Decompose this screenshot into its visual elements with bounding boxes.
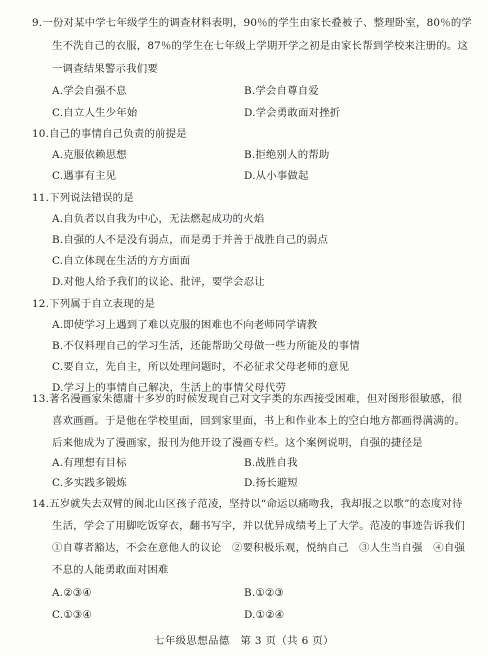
question-12-option-a: A.即使学习上遇到了难以克服的困难也不向老师同学请教 (52, 319, 318, 331)
question-9-option-a: A.学会自强不息 (52, 85, 127, 97)
question-11-option-a: A.自负者以自我为中心，无法燃起成功的火焰 (52, 213, 265, 225)
question-14-option-b: B.①②③ (244, 587, 284, 599)
question-13-option-c: C.多实践多锻炼 (52, 477, 127, 489)
page-footer: 七年级思想品德 第 3 页（共 6 页） (154, 635, 334, 647)
question-11-option-b: B.自强的人不是没有弱点，而是勇于并善于战胜自己的弱点 (52, 234, 329, 246)
question-9-stem-line-2: 生不洗自己的衣服，87％的学生在七年级上学期开学之初是由家长帮到学校来注册的。这 (52, 40, 469, 52)
question-9-stem-line-3: 一调查结果警示我们要 (52, 63, 158, 75)
question-12-option-b: B.不仅料理自己的学习生活，还能帮助父母做一些力所能及的事情 (52, 340, 360, 352)
question-10-stem: 10.自己的事情自己负责的前提是 (32, 128, 187, 140)
question-10-option-d: D.从小事做起 (244, 170, 309, 182)
question-14-stem-line-2: 生活，学会了用脚吃饭穿衣，翻书写字，并以优异成绩考上了大学。范凌的事迹告诉我们 (52, 520, 466, 532)
question-9-option-d: D.学会勇敢面对挫折 (244, 107, 341, 119)
question-13-stem-line-1: 13.著名漫画家朱德庸十多岁的时候发现自己对文字类的东西接受困难，但对图形很敏感，很 (32, 393, 463, 405)
question-14-option-c: C.①③④ (52, 609, 92, 621)
question-12-option-c: C.要自立，先自主，所以处理问题时，不必征求父母老师的意见 (52, 361, 350, 373)
question-14-option-a: A.②③④ (52, 587, 92, 599)
question-13-option-b: B.战胜自我 (244, 457, 298, 469)
question-13-option-a: A.有理想有目标 (52, 457, 127, 469)
question-14-stem-line-4: 不息的人能勇敢面对困难 (52, 564, 169, 576)
question-13-stem-line-3: 后来他成为了漫画家，报刊为他开设了漫画专栏。这个案例说明，自强的捷径是 (52, 437, 423, 449)
question-14-stem-line-1: 14.五岁就失去双臂的阆北山区孩子范凌，坚持以“命运以痛吻我，我却报之以歌”的态度对待 (32, 498, 463, 510)
question-14-stem-line-3: ①自尊者豁达，不会在意他人的议论 ②要积极乐观，悦纳自己 ③人生当自强 ④自强 (52, 542, 466, 554)
question-10-option-c: C.遇事有主见 (52, 170, 117, 182)
question-9-option-b: B.学会自尊自爱 (244, 85, 319, 97)
question-14-option-d: D.①②④ (244, 609, 285, 621)
question-10-option-b: B.拒绝别人的帮助 (244, 149, 330, 161)
question-12-stem: 12.下列属于自立表现的是 (32, 298, 156, 310)
question-11-option-c: C.自立体现在生活的方方面面 (52, 255, 191, 267)
question-13-stem-line-2: 喜欢画画。于是他在学校里面，回到家里面，书上和作业本上的空白地方都画得满满的。 (52, 415, 466, 427)
question-9-option-c: C.自立人生少年始 (52, 107, 138, 119)
question-11-option-d: D.对他人给予我们的议论、批评，要学会忍让 (52, 276, 265, 288)
question-13-option-d: D.扬长避短 (244, 477, 299, 489)
question-11-stem: 11.下列说法错误的是 (32, 192, 134, 204)
question-10-option-a: A.克服依赖思想 (52, 149, 127, 161)
question-12-option-d: D.学习上的事情自己解决，生活上的事情父母代劳 (52, 382, 287, 394)
question-9-stem-line-1: 9.一份对某中学七年级学生的调查材料表明，90％的学生由家长叠被子、整理卧室，80％的学 (32, 17, 472, 29)
